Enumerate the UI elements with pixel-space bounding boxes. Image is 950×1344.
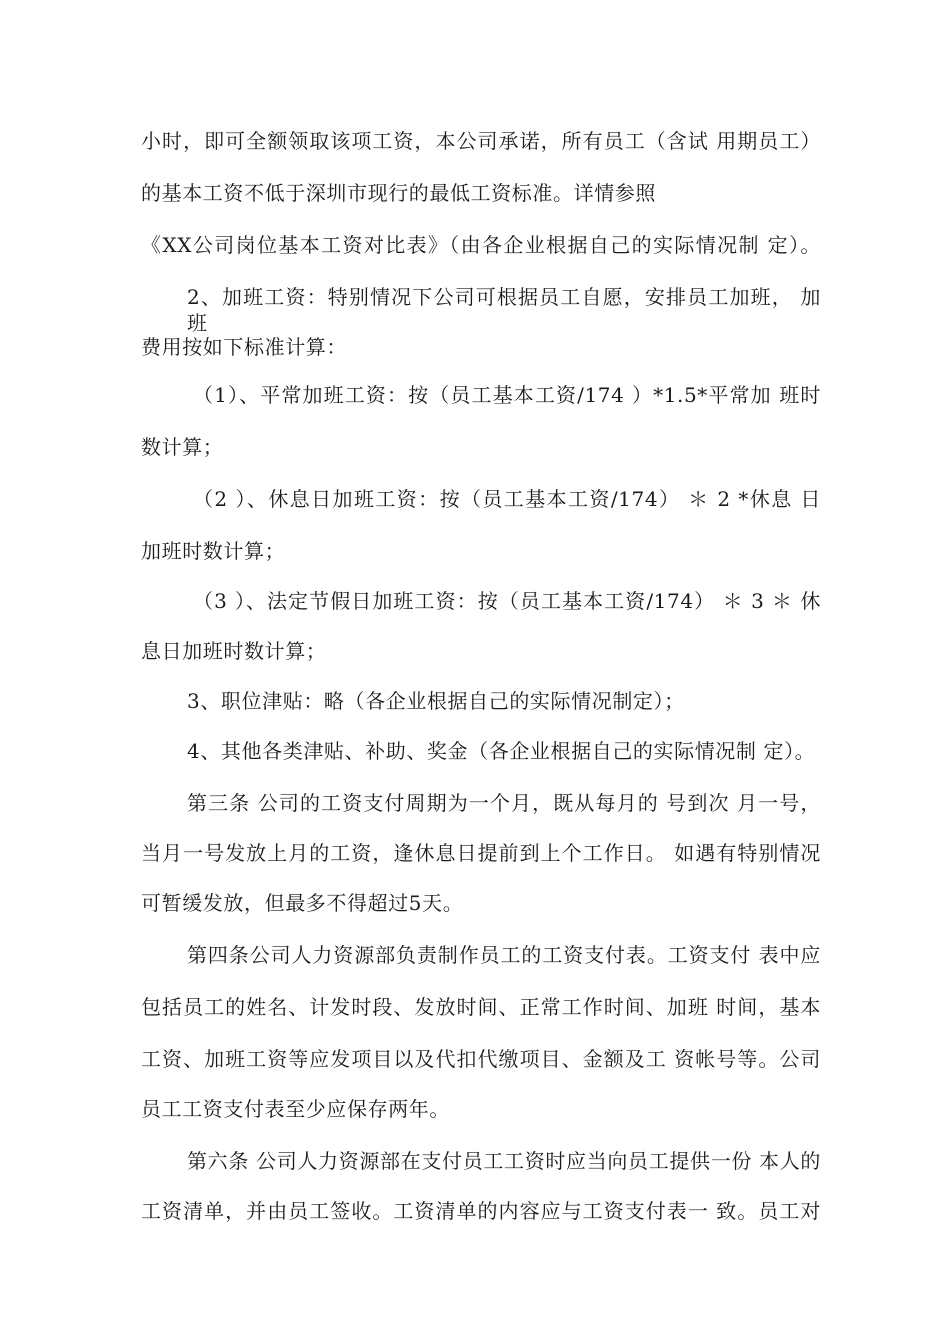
text-line: 可暂缓发放，但最多不得超过5天。 — [141, 891, 464, 915]
text-line: 工资、加班工资等应发项目以及代扣代缴项目、金额及工 资帐号等。公司 — [141, 1047, 821, 1071]
text-line: 第四条公司人力资源部负责制作员工的工资支付表。工资支付 表中应 — [187, 943, 821, 967]
text-line: 费用按如下标准计算： — [141, 335, 347, 359]
text-line: 加班时数计算； — [141, 539, 286, 563]
text-line: 包括员工的姓名、计发时段、发放时间、正常工作时间、加班 时间，基本 — [141, 995, 821, 1019]
text-line: 《XX公司岗位基本工资对比表》（由各企业根据自己的实际情况制 定）。 — [141, 233, 821, 257]
text-line: 3、职位津贴：略（各企业根据自己的实际情况制定）； — [187, 689, 685, 713]
text-line: 2、加班工资：特别情况下公司可根据员工自愿，安排员工加班， 加班 — [187, 285, 821, 335]
text-line: 第六条 公司人力资源部在支付员工工资时应当向员工提供一份 本人的 — [187, 1149, 821, 1173]
text-line: 工资清单，并由员工签收。工资清单的内容应与工资支付表一 致。员工对 — [141, 1199, 821, 1223]
text-line: 数计算； — [141, 435, 224, 459]
text-line: （3 ）、法定节假日加班工资：按（员工基本工资/174） ＊ 3 ＊ 休 — [193, 589, 821, 613]
text-line: 第三条 公司的工资支付周期为一个月，既从每月的 号到次 月一号， — [187, 791, 821, 815]
text-line: 小时，即可全额领取该项工资，本公司承诺，所有员工（含试 用期员工） — [141, 129, 821, 153]
text-line: 的基本工资不低于深圳市现行的最低工资标准。详情参照 — [141, 181, 656, 205]
text-line: （1）、平常加班工资：按（员工基本工资/174 ）*1.5*平常加 班时 — [193, 383, 821, 407]
text-line: （2 ）、休息日加班工资：按（员工基本工资/174） ＊ 2 *休息 日 — [193, 487, 821, 511]
text-line: 员工工资支付表至少应保存两年。 — [141, 1097, 450, 1121]
text-line: 当月一号发放上月的工资，逢休息日提前到上个工作日。 如遇有特别情况 — [141, 841, 821, 865]
text-line: 息日加班时数计算； — [141, 639, 327, 663]
text-line: 4、其他各类津贴、补助、奖金（各企业根据自己的实际情况制 定）。 — [187, 739, 816, 763]
